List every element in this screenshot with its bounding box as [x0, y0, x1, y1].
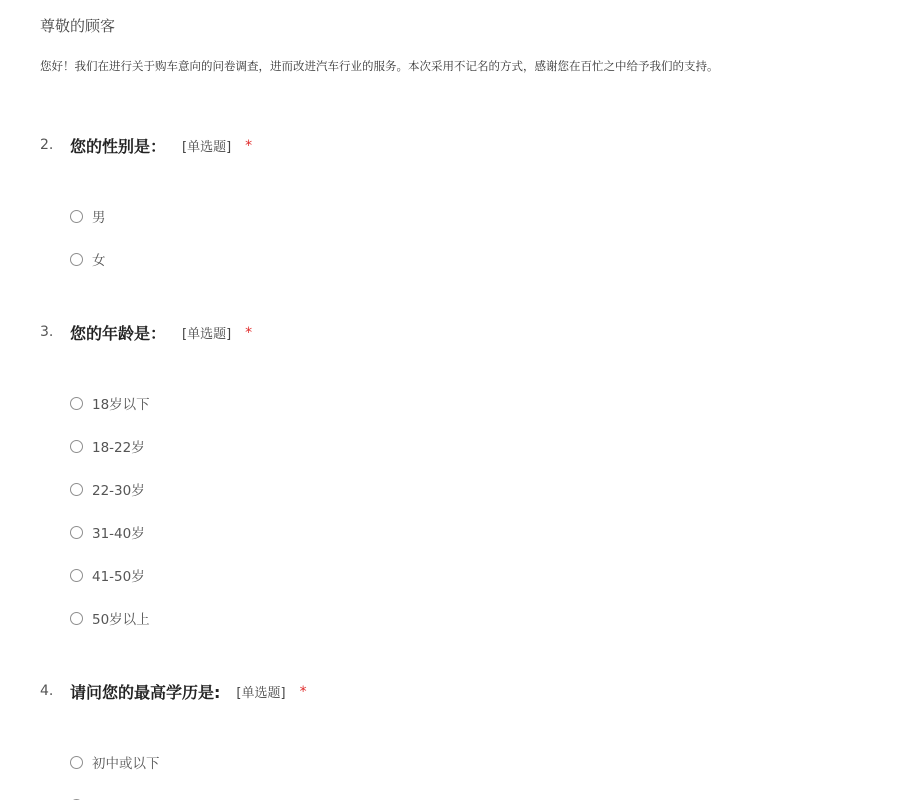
question-type-label: [单选题] [182, 140, 232, 155]
required-marker: * [245, 137, 253, 154]
question-title-row [70, 680, 307, 703]
option-label: 31-40岁 [92, 526, 145, 542]
question-number: 4. [40, 683, 54, 699]
question-header [0, 321, 900, 345]
radio-button[interactable] [70, 483, 83, 496]
radio-button[interactable] [70, 397, 83, 410]
radio-button[interactable] [70, 612, 83, 625]
question-title: 您的性别是： [70, 137, 167, 156]
radio-button[interactable] [70, 210, 83, 223]
required-marker: * [245, 324, 253, 341]
option-label: 41-50岁 [92, 569, 145, 585]
option-female[interactable] [70, 249, 106, 269]
option-edu-partial[interactable] [70, 795, 83, 800]
greeting-title: 尊敬的顾客 [40, 17, 116, 35]
question-education [0, 680, 900, 704]
option-male[interactable] [70, 206, 106, 226]
radio-button[interactable] [70, 569, 83, 582]
option-label: 男 [92, 210, 106, 226]
question-title-row [70, 134, 252, 157]
question-number: 3. [40, 324, 54, 340]
option-label: 18岁以下 [92, 397, 150, 413]
radio-button[interactable] [70, 756, 83, 769]
option-label: 22-30岁 [92, 483, 145, 499]
required-marker: * [299, 683, 307, 700]
radio-button[interactable] [70, 526, 83, 539]
question-title: 您的年龄是： [70, 324, 167, 343]
option-age-over-50[interactable] [70, 608, 150, 628]
question-type-label: [单选题] [236, 686, 286, 701]
question-title: 请问您的最高学历是: [70, 683, 221, 702]
option-age-under-18[interactable] [70, 393, 150, 413]
question-header [0, 134, 900, 158]
intro-text: 您好！我们在进行关于购车意向的问卷调查，进而改进汽车行业的服务。本次采用不记名的方式，感谢您在百忙之中给予我们的支持。 [40, 59, 719, 73]
radio-button[interactable] [70, 253, 83, 266]
question-age [0, 321, 900, 345]
option-label: 50岁以上 [92, 612, 150, 628]
option-age-18-22[interactable] [70, 436, 145, 456]
radio-button[interactable] [70, 440, 83, 453]
question-number: 2. [40, 137, 54, 153]
option-label: 女 [92, 253, 106, 269]
question-title-row [70, 321, 252, 344]
question-header [0, 680, 900, 704]
option-age-22-30[interactable] [70, 479, 145, 499]
question-gender [0, 134, 900, 158]
question-type-label: [单选题] [182, 327, 232, 342]
option-edu-junior-or-below[interactable] [70, 752, 160, 772]
option-age-41-50[interactable] [70, 565, 145, 585]
option-age-31-40[interactable] [70, 522, 145, 542]
option-label: 18-22岁 [92, 440, 145, 456]
option-label: 初中或以下 [92, 756, 160, 772]
